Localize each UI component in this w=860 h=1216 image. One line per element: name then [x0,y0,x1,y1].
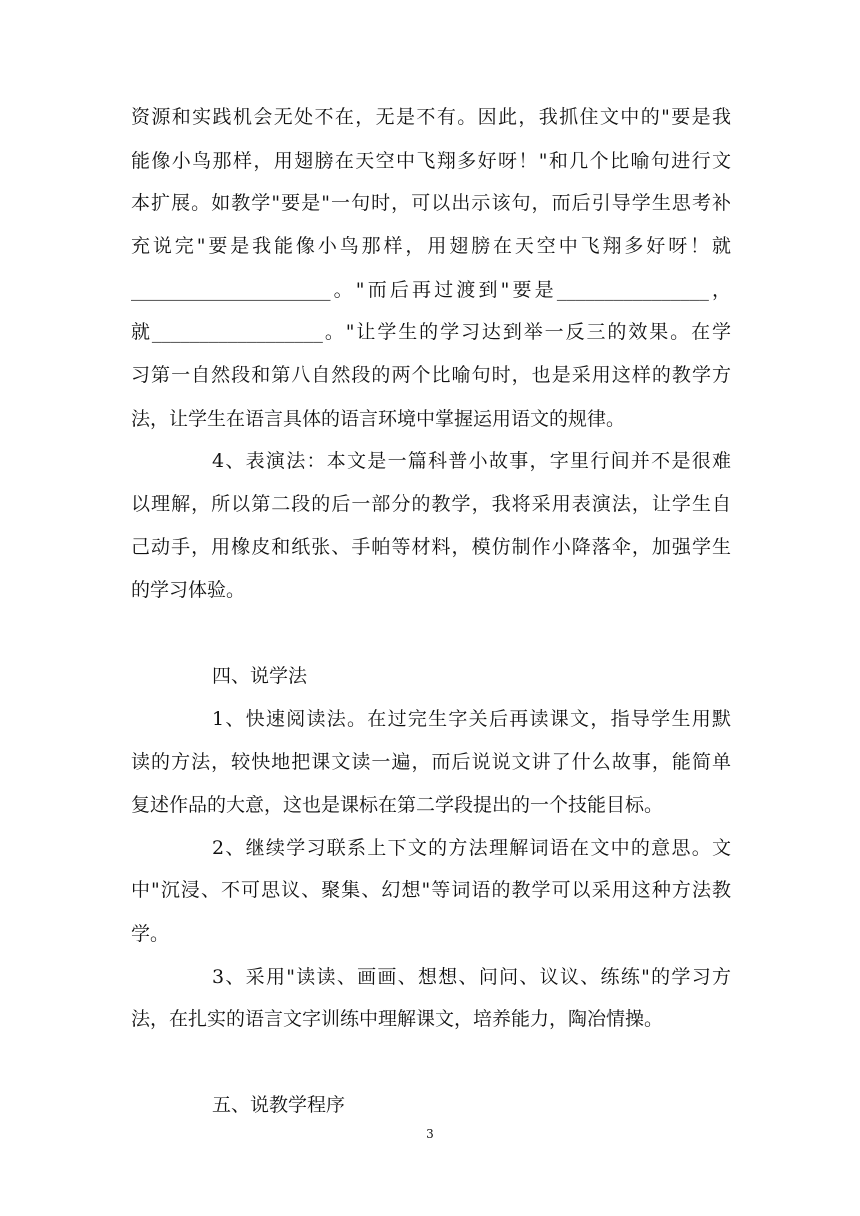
paragraph-line: 以理解，所以第二段的后一部分的教学，我将采用表演法，让学生自 [131,493,731,515]
paragraph-line: 2、继续学习联系上下文的方法理解词语在文中的意思。文 [212,837,731,859]
paragraph-line: 能像小鸟那样，用翅膀在天空中飞翔多好呀！"和几个比喻句进行文 [131,150,731,172]
paragraph-line: 的学习体验。 [131,579,246,601]
paragraph-line: 读的方法，较快地把课文读一遍，而后说说文讲了什么故事，能简单 [131,751,731,773]
paragraph-line: 己动手，用橡皮和纸张、手帕等材料，模仿制作小降落伞，加强学生 [131,536,731,558]
paragraph-line: 法，让学生在语言具体的语言环境中掌握运用语文的规律。 [131,408,626,430]
paragraph-line: 充说完"要是我能像小鸟那样，用翅膀在天空中飞翔多好呀！就 [131,235,731,257]
paragraph-line: 复述作品的大意，这也是课标在第二学段提出的一个技能目标。 [131,794,664,816]
paragraph-line: 1、快速阅读法。在过完生字关后再读课文，指导学生用默 [212,708,731,730]
paragraph-line: 法，在扎实的语言文字训练中理解课文，培养能力，陶冶情操。 [131,1008,664,1030]
paragraph-line: 资源和实践机会无处不在，无是不有。因此，我抓住文中的"要是我 [131,106,731,128]
paragraph-line: 3、采用"读读、画画、想想、问问、议议、练练"的学习方 [212,966,731,988]
paragraph-line: _____________________。"而后再过渡到"要是________________， [131,279,731,301]
paragraph-line: 本扩展。如教学"要是"一句时，可以出示该句，而后引导学生思考补 [131,192,731,214]
paragraph-line: 就__________________。"让学生的学习达到举一反三的效果。在学 [131,321,731,343]
section-heading: 四、说学法 [212,665,308,687]
paragraph-line: 4、表演法：本文是一篇科普小故事，字里行间并不是很难 [212,450,731,472]
paragraph-line: 中"沉浸、不可思议、聚集、幻想"等词语的教学可以采用这种方法教 [131,879,731,901]
page-number: 3 [426,1127,434,1141]
paragraph-line: 习第一自然段和第八自然段的两个比喻句时，也是采用这样的教学方 [131,364,731,386]
section-heading: 五、说教学程序 [212,1094,346,1116]
paragraph-line: 学。 [131,923,170,945]
